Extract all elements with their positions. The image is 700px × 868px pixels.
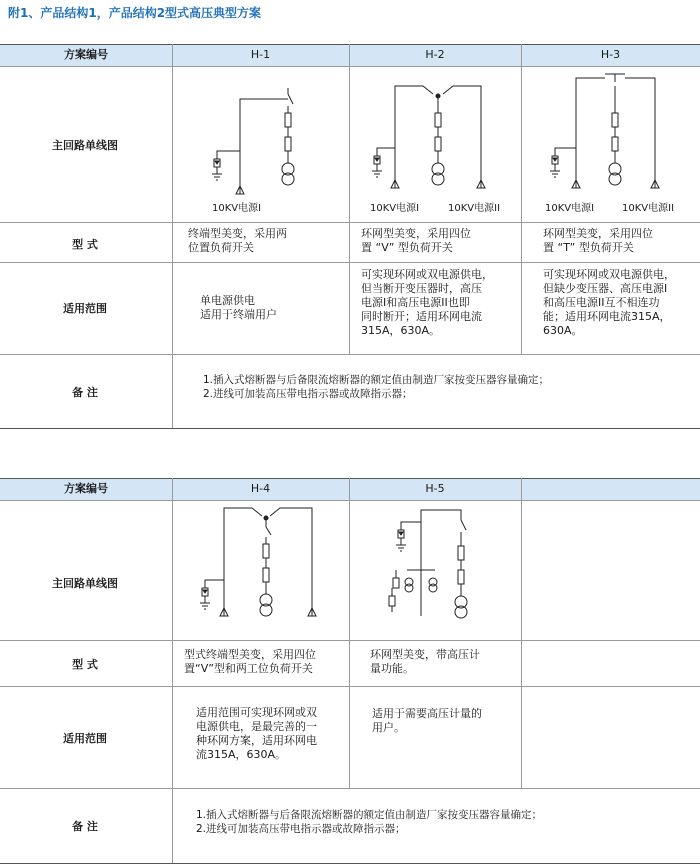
scope-text-h4: 适用范围可实现环网或双 电源供电，是最完善的一 种环网方案，适用环网电 流315A，630A。 [196,706,317,761]
row-label-type: 型 式 [72,238,98,251]
type-text-h1: 终端型美变，采用两 位置负荷开关 [188,227,287,254]
row-label-diagram-2: 主回路单线图 [52,577,118,590]
type-text-h4: 型式终端型美变，采用四位 置“V”型和两工位负荷开关 [184,648,316,675]
source-label-h1-1: 10KV电源I [212,203,262,214]
type-text-h2: 环网型美变，采用四位 置 “V” 型负荷开关 [361,227,471,254]
scheme-code-h3: H-3 [600,48,621,61]
scope-text-h3: 可实现环网或双电源供电， 但缺少变压器、高压电源I 和高压电源II互不相连功 能；适用环网电流315A， 630A。 [543,268,675,337]
notes-text-2: 1.插入式熔断器与后备限流熔断器的额定值由制造厂家按变压器容量确定； 2.进线可加装高压带电指示器或故障指示器； [196,809,543,835]
type-text-h3: 环网型美变，采用四位 置 “T” 型负荷开关 [543,227,653,254]
source-label-h2-2: 10KV电源II [448,203,501,214]
source-label-h3-2: 10KV电源II [622,203,675,214]
scheme-code-h2: H-2 [425,48,445,61]
scope-text-h1: 单电源供电 适用于终端用户 [200,294,277,321]
table1-header-label: 方案编号 [64,48,108,61]
row-label-scope-2: 适用范围 [63,732,107,745]
scheme-code-h1: H-1 [250,48,271,61]
diagram-h5 [349,500,521,640]
row-label-scope: 适用范围 [63,302,107,315]
diagram-h4 [172,500,349,640]
row-label-diagram: 主回路单线图 [52,139,118,152]
source-label-h3-1: 10KV电源I [545,203,595,214]
page-title: 附1、产品结构1，产品结构2型式高压典型方案 [8,6,262,20]
type-text-h5: 环网型美变，带高压计 量功能。 [370,648,480,675]
scope-text-h5: 适用于需要高压计量的 用户。 [372,707,482,734]
source-label-h2-1: 10KV电源I [370,203,420,214]
row-label-notes: 备 注 [72,386,98,399]
row-label-type-2: 型 式 [72,658,98,671]
row-label-notes-2: 备 注 [72,820,98,833]
notes-text-1: 1.插入式熔断器与后备限流熔断器的额定值由制造厂家按变压器容量确定； 2.进线可加装高压带电指示器或故障指示器； [203,374,550,400]
table2-header-label: 方案编号 [64,482,108,495]
scheme-code-h5: H-5 [425,482,445,495]
scope-text-h2: 可实现环网或双电源供电， 但当断开变压器时，高压 电源I和高压电源II也即 同时断开；适用环网电流 315A，630A。 [361,268,493,337]
scheme-code-h4: H-4 [250,482,271,495]
